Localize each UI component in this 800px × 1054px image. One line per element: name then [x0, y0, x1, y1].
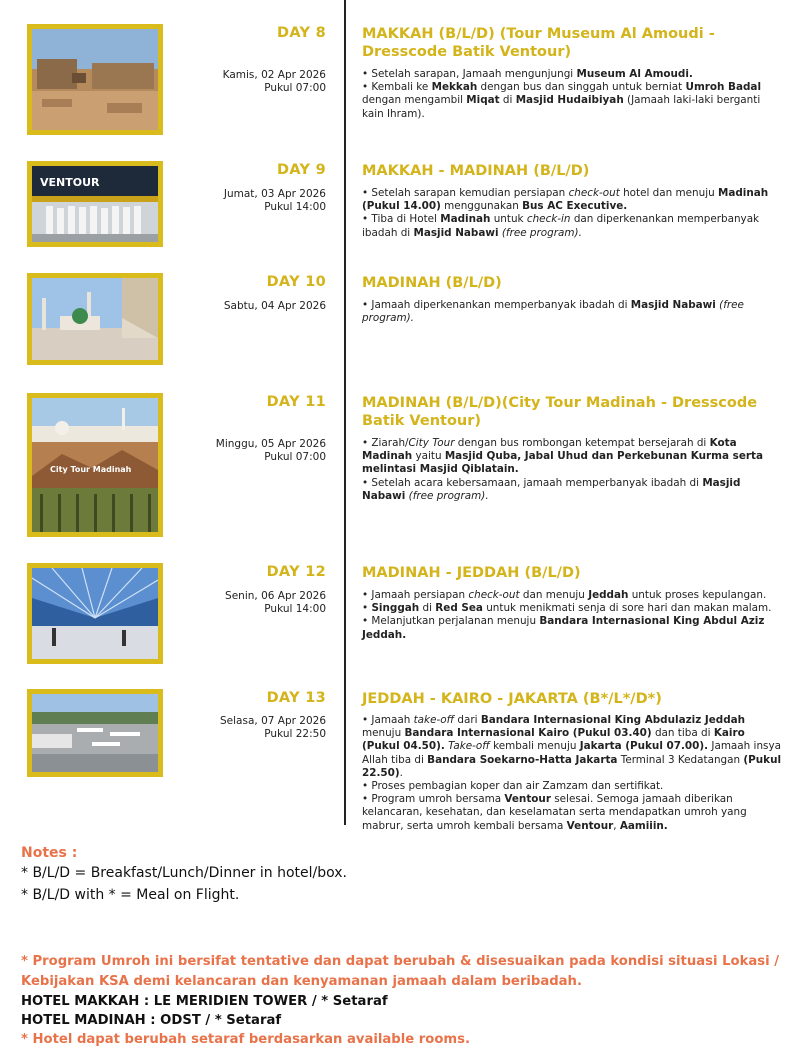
- text-run: untuk proses kepulangan.: [628, 589, 767, 601]
- bold-text: Aamiiin.: [619, 819, 668, 832]
- bold-text: Kairo (Pukul 04.50).: [362, 727, 745, 753]
- text-run: dan tiba di: [651, 727, 714, 740]
- italic-text: check-in: [526, 213, 571, 226]
- text-run: dengan bus dan singgah untuk berniat: [477, 81, 686, 94]
- bold-text: (Pukul 22.50): [362, 753, 782, 779]
- day-time: Pukul 22:50: [264, 728, 326, 740]
- bold-text: Masjid Hudaibiyah: [515, 94, 624, 107]
- bold-text: Umroh Badal: [685, 81, 761, 94]
- notes-heading: Notes :: [21, 845, 78, 861]
- bold-text: Kota Madinah: [362, 437, 737, 463]
- bullet-item: [362, 714, 782, 780]
- text-run: di: [419, 602, 436, 615]
- text-run: • Melanjutkan perjalanan menuju: [362, 615, 540, 628]
- italic-text: City Tour: [408, 437, 455, 449]
- bullet-item: [362, 602, 782, 615]
- jeddah-airport-terminal-photo: [27, 563, 163, 664]
- day-title: JEDDAH - KAIRO - JAKARTA (B*/L*/D*): [362, 691, 662, 707]
- day-description: [362, 589, 782, 642]
- day-time: Pukul 07:00: [264, 82, 326, 94]
- bold-text: Masjid Nabawi: [362, 476, 741, 502]
- text-run: • Jamaah diperkenankan memperbanyak ibadah di: [362, 299, 631, 311]
- text-run: • Ziarah/: [362, 437, 409, 449]
- text-run: • Setelah acara kebersamaan, jamaah memperbanyak ibadah di: [362, 476, 703, 489]
- text-run: menggunakan: [440, 200, 523, 213]
- text-run: (Jamaah laki-laki berganti kain Ihram).: [362, 94, 761, 120]
- italic-text: (free program).: [408, 489, 489, 502]
- masjid-nabawi-photo: [27, 273, 163, 365]
- text-run: •: [362, 602, 372, 615]
- bullet-item: [362, 299, 782, 325]
- text-run: untuk menikmati senja di sore hari dan makan malam.: [482, 602, 772, 615]
- city-tour-madinah-collage: [27, 393, 163, 537]
- text-run: yaitu: [412, 450, 445, 463]
- day-title: MADINAH (B/L/D)(City Tour Madinah - Dresscode Batik Ventour): [362, 395, 758, 429]
- bold-text: Bandara Internasional King Abdul Aziz Jeddah.: [362, 615, 765, 641]
- bullet-item: [362, 68, 782, 81]
- bold-text: Bandara Internasional Kairo (Pukul 03.40): [404, 727, 652, 740]
- bold-text: Bandara Internasional King Abdulaziz Jeddah: [480, 714, 746, 726]
- day-number: DAY 8: [276, 25, 326, 41]
- text-run: ,: [613, 819, 620, 832]
- bullet-item: [362, 615, 782, 641]
- day-date: Kamis, 02 Apr 2026: [222, 69, 326, 81]
- text-run: untuk: [490, 213, 527, 226]
- bold-text: Madinah: [440, 213, 491, 226]
- bullet-item: [362, 780, 782, 793]
- text-run: Terminal 3 Kedatangan: [617, 753, 744, 766]
- bus-brand-text: VENTOUR: [40, 176, 100, 189]
- bold-text: Ventour: [566, 819, 614, 832]
- day-description: [362, 437, 782, 503]
- ventour-bus-group-photo: [27, 161, 163, 247]
- day-description: [362, 187, 782, 240]
- program-disclaimer: * Program Umroh ini bersifat tentative dan dapat berubah & disesuaikan pada kondisi situasi Lokasi / Kebijakan KSA demi kelancaran dan kenyamanan jamaah dalam beribadah.: [21, 954, 780, 989]
- text-run: dan diperkenankan memperbanyak ibadah di: [362, 213, 760, 239]
- text-run: dan menuju: [519, 589, 589, 601]
- day-time: Pukul 07:00: [264, 451, 326, 463]
- day-title: MADINAH - JEDDAH (B/L/D): [362, 565, 581, 581]
- museum-al-amoudi-photo: [27, 24, 163, 135]
- text-run: dari: [454, 714, 481, 726]
- hotel-makkah: HOTEL MAKKAH : LE MERIDIEN TOWER / * Setaraf: [21, 994, 388, 1009]
- bold-text: Masjid Nabawi: [413, 226, 499, 239]
- bold-text: Ventour: [504, 793, 551, 806]
- hotel-note: * Hotel dapat berubah setaraf berdasarkan available rooms.: [21, 1032, 471, 1047]
- bullet-item: [362, 437, 782, 477]
- day-description: [362, 299, 782, 325]
- text-run: di: [499, 94, 516, 107]
- text-run: • Jamaah: [362, 714, 414, 726]
- day-number: DAY 9: [276, 162, 326, 178]
- text-run: hotel dan menuju: [619, 187, 718, 199]
- day-number: DAY 10: [266, 274, 326, 290]
- bold-text: Mekkah: [431, 81, 478, 94]
- text-run: kembali menuju: [489, 740, 580, 753]
- bold-text: Madinah (Pukul 14.00): [362, 187, 769, 213]
- text-run: • Kembali ke: [362, 81, 432, 94]
- italic-text: Take-off: [448, 740, 490, 753]
- text-run: dengan bus rombongan ketempat bersejarah di: [454, 437, 710, 449]
- italic-text: (free program).: [362, 299, 744, 325]
- bold-text: Bandara Soekarno-Hatta Jakarta: [427, 753, 618, 766]
- day-title: MAKKAH - MADINAH (B/L/D): [362, 163, 590, 179]
- day-date: Jumat, 03 Apr 2026: [223, 188, 326, 200]
- text-run: menuju: [362, 727, 405, 740]
- day-time: Pukul 14:00: [264, 603, 326, 615]
- bullet-item: [362, 793, 782, 833]
- day-time: Pukul 14:00: [264, 201, 326, 213]
- day-date: Sabtu, 04 Apr 2026: [223, 300, 326, 312]
- bold-text: Red Sea: [435, 602, 483, 615]
- hotel-madinah: HOTEL MADINAH : ODST / * Setaraf: [21, 1013, 282, 1028]
- airport-apron-planes-photo: [27, 689, 163, 777]
- day-number: DAY 11: [266, 394, 326, 410]
- bullet-item: [362, 589, 782, 602]
- day-date: Selasa, 07 Apr 2026: [220, 715, 326, 727]
- bullet-item: [362, 81, 782, 121]
- bullet-item: [362, 477, 782, 503]
- day-description: [362, 714, 782, 833]
- italic-text: take-off: [413, 714, 455, 726]
- bold-text: Jakarta (Pukul 07.00).: [579, 740, 709, 753]
- bold-text: Bus AC Executive.: [522, 200, 628, 213]
- day-description: [362, 68, 782, 121]
- bold-text: Miqat: [466, 94, 500, 107]
- bold-text: Masjid Nabawi: [630, 299, 716, 311]
- note-line: * B/L/D with * = Meal on Flight.: [21, 887, 240, 903]
- bullet-item: [362, 187, 782, 213]
- bold-text: Masjid Quba, Jabal Uhud dan Perkebunan Kurma serta melintasi Masjid Qiblatain.: [362, 450, 763, 476]
- text-run: selesai. Semoga jamaah diberikan kelancaran, kesehatan, dan keselamatan serta mendapatkan umroh yang mabrur, serta umroh kembali bersama: [362, 793, 747, 832]
- bold-text: Museum Al Amoudi.: [576, 68, 693, 80]
- text-run: .: [399, 766, 403, 779]
- bold-text: Jeddah: [588, 589, 629, 601]
- text-run: • Setelah sarapan kemudian persiapan: [362, 187, 569, 199]
- text-run: • Jamaah persiapan: [362, 589, 469, 601]
- text-run: Jamaah insya Allah tiba di: [362, 740, 781, 766]
- day-number: DAY 12: [266, 564, 326, 580]
- text-run: • Tiba di Hotel: [362, 213, 441, 226]
- day-number: DAY 13: [266, 690, 326, 706]
- italic-text: check-out: [568, 187, 620, 199]
- text-run: dengan mengambil: [362, 94, 467, 107]
- bullet-item: [362, 213, 782, 239]
- text-run: • Program umroh bersama: [362, 793, 505, 806]
- bold-text: Singgah: [371, 602, 420, 615]
- collage-caption: City Tour Madinah: [50, 465, 132, 474]
- note-line: * B/L/D = Breakfast/Lunch/Dinner in hotel/box.: [21, 865, 347, 881]
- text-run: • Setelah sarapan, Jamaah mengunjungi: [362, 68, 577, 80]
- italic-text: check-out: [468, 589, 520, 601]
- day-title: MAKKAH (B/L/D) (Tour Museum Al Amoudi - Dresscode Batik Ventour): [362, 26, 715, 60]
- day-date: Senin, 06 Apr 2026: [225, 590, 326, 602]
- timeline-divider: [344, 0, 346, 825]
- text-run: • Proses pembagian koper dan air Zamzam dan sertifikat.: [362, 780, 664, 793]
- day-title: MADINAH (B/L/D): [362, 275, 502, 291]
- day-date: Minggu, 05 Apr 2026: [215, 438, 326, 450]
- italic-text: (free program).: [501, 226, 582, 239]
